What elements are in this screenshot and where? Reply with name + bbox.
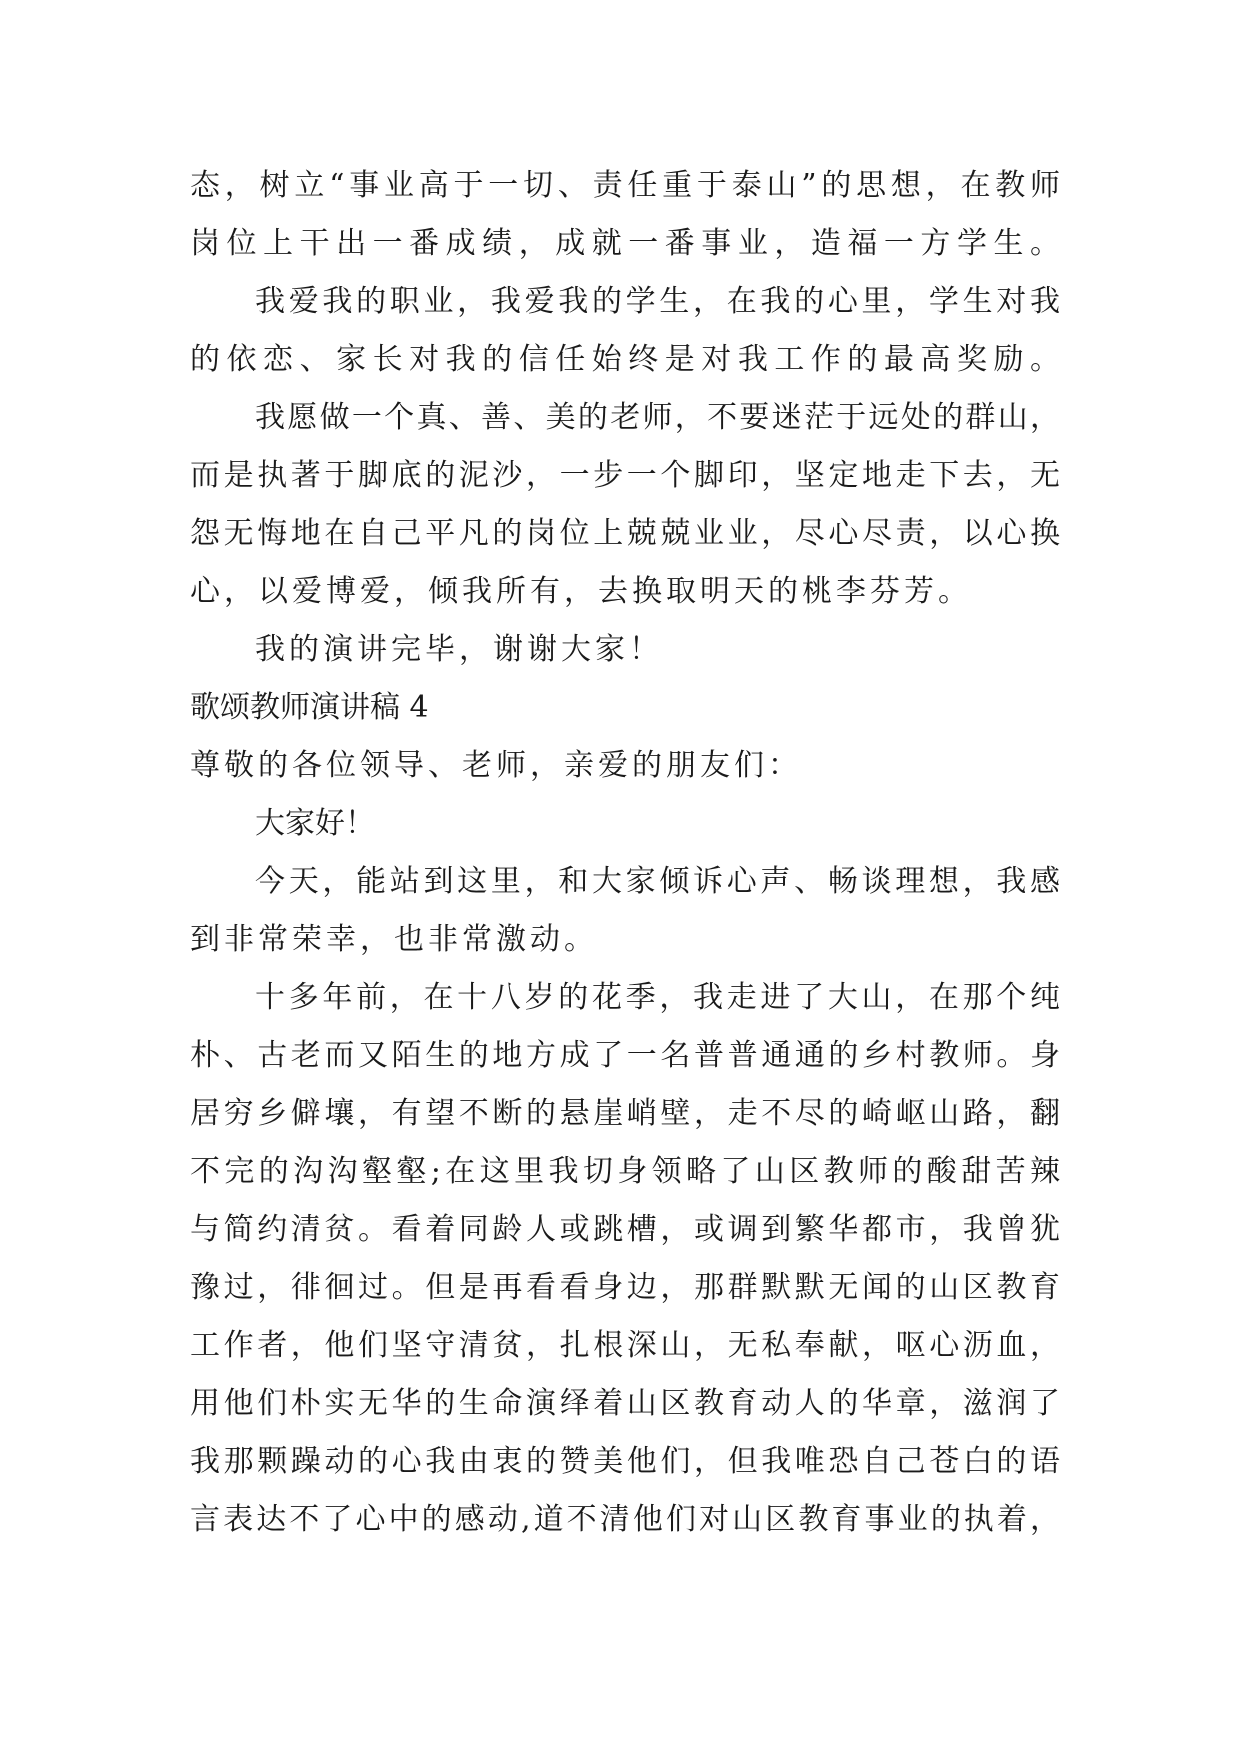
text-line: 心，以爱博爱，倾我所有，去换取明天的桃李芬芳。 xyxy=(190,574,972,609)
text-line: 而是执著于脚底的泥沙，一步一个脚印，坚定地走下去，无 xyxy=(190,458,1060,493)
text-line: 怨无悔地在自己平凡的岗位上兢兢业业，尽心尽责，以心换 xyxy=(190,516,1060,551)
section-title: 歌颂教师演讲稿 4 xyxy=(190,690,429,725)
text-line: 态，树立“事业高于一切、责任重于泰山”的思想，在教师 xyxy=(190,168,1060,203)
text-line: 我那颗躁动的心我由衷的赞美他们，但我唯恐自己苍白的语 xyxy=(190,1444,1060,1479)
text-line: 朴、古老而又陌生的地方成了一名普普通通的乡村教师。身 xyxy=(190,1038,1060,1073)
text-line: 言表达不了心中的感动,道不清他们对山区教育事业的执着， xyxy=(190,1502,1060,1537)
text-line: 居穷乡僻壤，有望不断的悬崖峭壁，走不尽的崎岖山路，翻 xyxy=(190,1096,1060,1131)
text-line: 豫过，徘徊过。但是再看看身边，那群默默无闻的山区教育 xyxy=(190,1270,1060,1305)
paragraph-start-line: 今天，能站到这里，和大家倾诉心声、畅谈理想，我感 xyxy=(255,864,1060,899)
text-line: 的依恋、家长对我的信任始终是对我工作的最高奖励。 xyxy=(190,342,1060,377)
paragraph-start-line: 我愿做一个真、善、美的老师，不要迷茫于远处的群山， xyxy=(255,400,1060,435)
greeting: 大家好！ xyxy=(255,806,375,841)
text-line: 到非常荣幸，也非常激动。 xyxy=(190,922,598,957)
text-line: 工作者，他们坚守清贫，扎根深山，无私奉献，呕心沥血， xyxy=(190,1328,1060,1363)
text-line: 岗位上干出一番成绩，成就一番事业，造福一方学生。 xyxy=(190,226,1060,261)
text-line: 与简约清贫。看着同龄人或跳槽，或调到繁华都市，我曾犹 xyxy=(190,1212,1060,1247)
salutation: 尊敬的各位领导、老师，亲爱的朋友们： xyxy=(190,748,802,783)
closing-line: 我的演讲完毕，谢谢大家！ xyxy=(255,632,663,667)
paragraph-start-line: 我爱我的职业，我爱我的学生，在我的心里，学生对我 xyxy=(255,284,1060,319)
text-line: 不完的沟沟壑壑;在这里我切身领略了山区教师的酸甜苦辣 xyxy=(190,1154,1060,1189)
paragraph-start-line: 十多年前，在十八岁的花季，我走进了大山，在那个纯 xyxy=(255,980,1060,1015)
text-line: 用他们朴实无华的生命演绎着山区教育动人的华章，滋润了 xyxy=(190,1386,1060,1421)
